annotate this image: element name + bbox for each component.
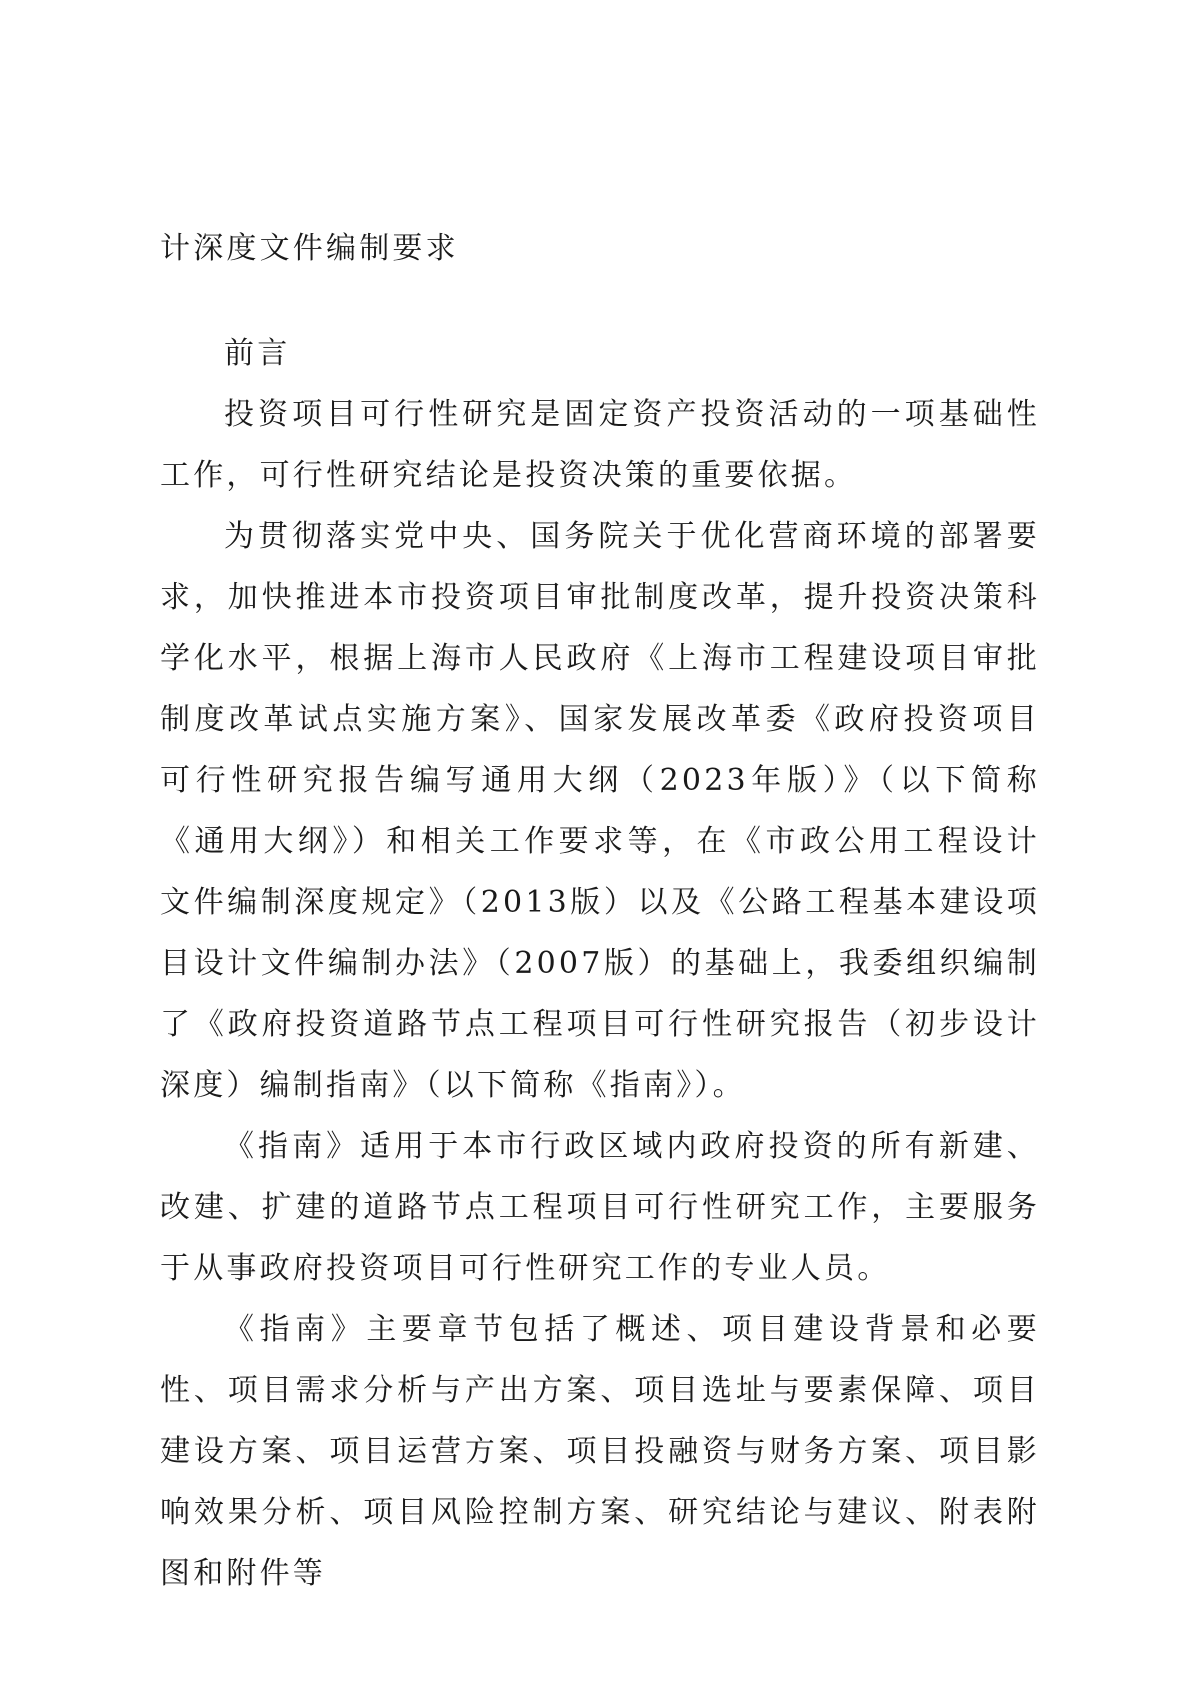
continued-title-line: 计深度文件编制要求 [160,231,459,266]
paragraph-1: 投资项目可行性研究是固定资产投资活动的一项基础性工作，可行性研究结论是投资决策的重要依据。 [160,397,1040,493]
document-body [160,218,1040,1604]
paragraph-3: 《指南》适用于本市行政区域内政府投资的所有新建、改建、扩建的道路节点工程项目可行性研究工作，主要服务于从事政府投资项目可行性研究工作的专业人员。 [160,1129,1040,1286]
preface-heading: 前言 [224,336,291,371]
paragraph-4: 《指南》主要章节包括了概述、项目建设背景和必要性、项目需求分析与产出方案、项目选址与要素保障、项目建设方案、项目运营方案、项目投融资与财务方案、项目影响效果分析、项目风险控制方案、研究结论与建议、附表附图和附件等 [160,1312,1040,1591]
paragraph-2: 为贯彻落实党中央、国务院关于优化营商环境的部署要求，加快推进本市投资项目审批制度改革，提升投资决策科学化水平，根据上海市人民政府《上海市工程建设项目审批制度改革试点实施方案》、国家发展改革委《政府投资项目可行性研究报告编写通用大纲（2023年版）》（以下简称《通用大纲》）和相关工作要求等，在《市政公用工程设计文件编制深度规定》（2013版）以及《公路工程基本建设项目设计文件编制办法》（2007版）的基础上，我委组织编制了《政府投资道路节点工程项目可行性研究报告（初步设计深度）编制指南》（以下简称《指南》）。 [160,519,1040,1103]
